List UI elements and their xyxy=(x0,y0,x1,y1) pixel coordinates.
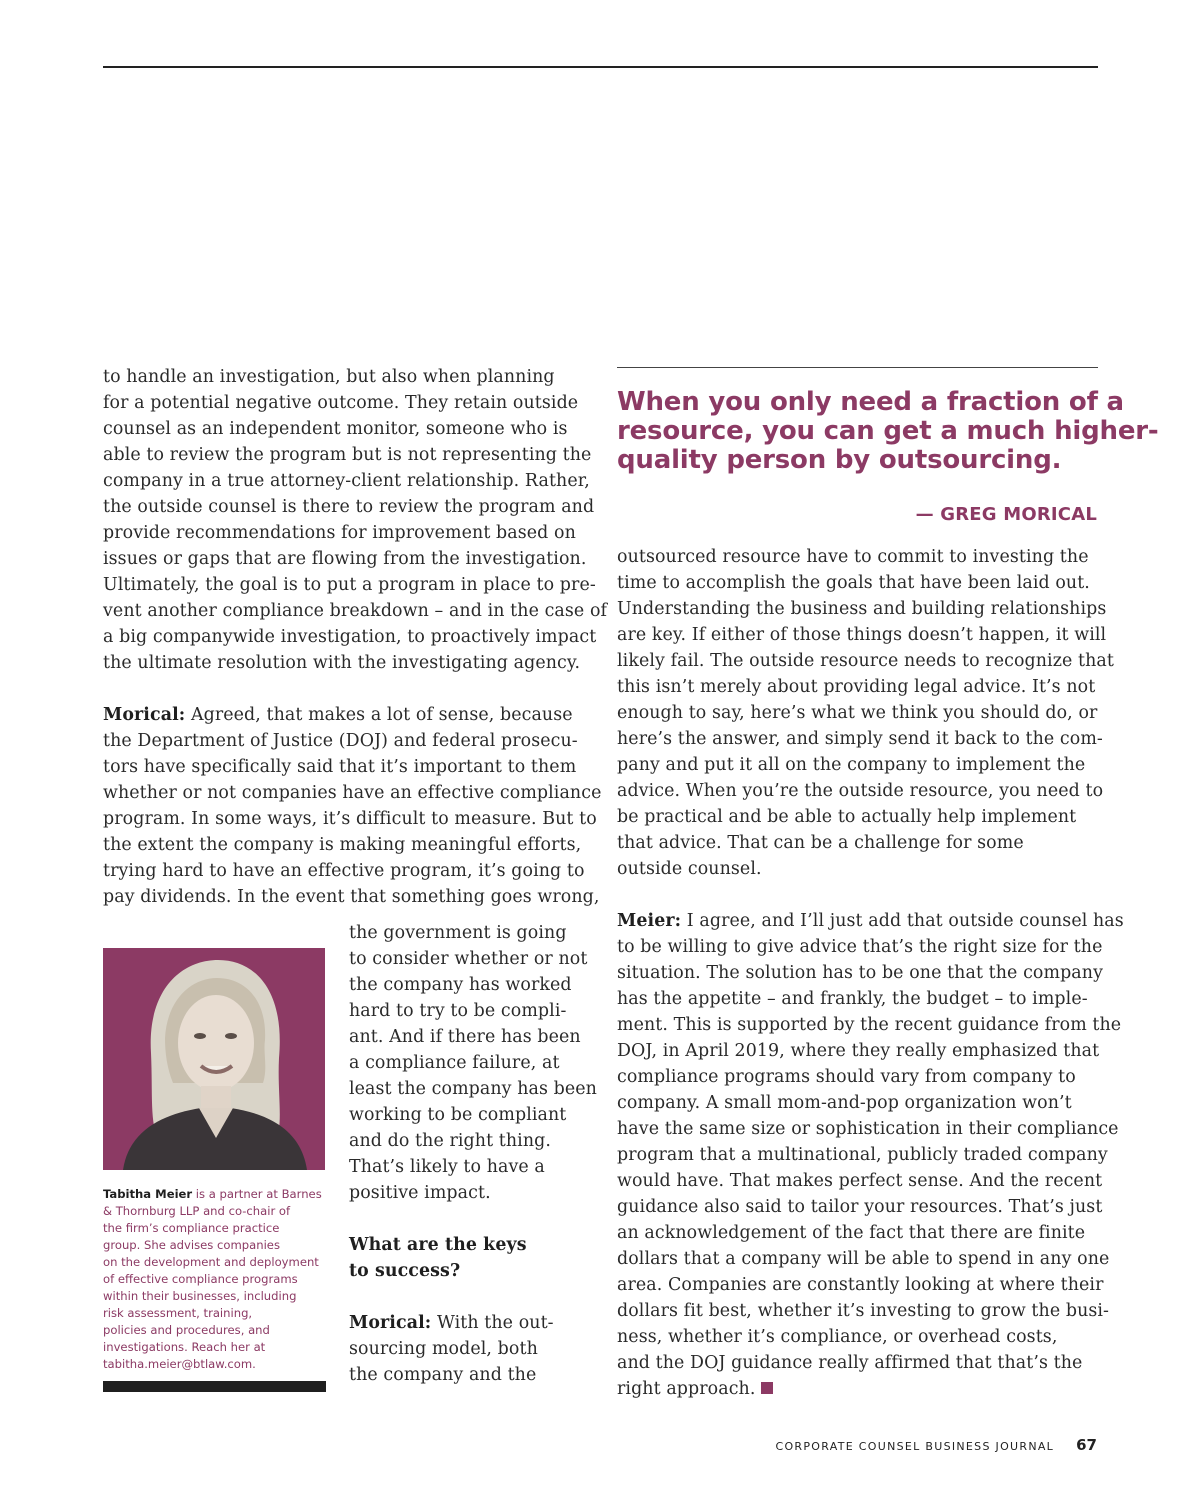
line-text: the company has worked xyxy=(349,975,572,995)
text-line xyxy=(103,858,593,884)
line-text: to be willing to give advice that’s the right size for the xyxy=(617,937,1103,957)
line-text: would have. That makes perfect sense. And the recent xyxy=(617,1171,1103,1191)
text-line xyxy=(103,468,593,494)
line-text: hard to try to be compli- xyxy=(349,1001,567,1021)
text-line xyxy=(103,728,593,754)
text-line xyxy=(617,1090,1107,1116)
line-text: the extent the company is making meaningful efforts, xyxy=(103,835,582,855)
line-text: time to accomplish the goals that have been laid out. xyxy=(617,573,1090,593)
line-text: have the same size or sophistication in their compliance xyxy=(617,1119,1119,1139)
line-text: outside counsel. xyxy=(617,859,762,879)
bio-line: group. She advises companies xyxy=(103,1238,280,1252)
text-line xyxy=(103,650,593,676)
paragraph-gap xyxy=(103,676,593,702)
line-text: issues or gaps that are flowing from the investigation. xyxy=(103,549,587,569)
bio-line: the firm’s compliance practice xyxy=(103,1221,280,1235)
line-text: provide recommendations for improvement based on xyxy=(103,523,576,543)
line-text: the company and the xyxy=(349,1365,537,1385)
text-line xyxy=(617,804,1107,830)
text-line xyxy=(349,1180,589,1206)
section-heading: What are the keys xyxy=(349,1235,527,1255)
text-line xyxy=(617,1272,1107,1298)
text-line xyxy=(617,674,1107,700)
line-text: right approach. xyxy=(617,1379,756,1399)
page-footer xyxy=(775,1435,1097,1454)
left-column xyxy=(103,364,608,910)
text-line xyxy=(617,960,1107,986)
text-line xyxy=(349,1024,589,1050)
text-line xyxy=(349,1102,589,1128)
pull-quote-line: resource, you can get a much higher- xyxy=(617,416,1159,446)
text-line xyxy=(103,806,597,832)
line-text: vent another compliance breakdown – and in the case of xyxy=(103,601,608,621)
line-text: Ultimately, the goal is to put a program in place to pre- xyxy=(103,575,596,595)
portrait-photo xyxy=(103,948,325,1170)
text-line xyxy=(349,920,589,946)
line-text: enough to say, here’s what we think you should do, or xyxy=(617,703,1098,723)
line-text: dollars that a company will be able to spend in any one xyxy=(617,1249,1110,1269)
section-heading: to success? xyxy=(349,1261,461,1281)
speaker-name: Morical: xyxy=(103,705,186,725)
line-text: I agree, and I’ll just add that outside counsel has xyxy=(681,911,1124,931)
text-line xyxy=(349,1076,597,1102)
line-text: Agreed, that makes a lot of sense, because xyxy=(185,705,573,725)
text-line xyxy=(617,1246,1110,1272)
text-line xyxy=(103,364,593,390)
line-text: trying hard to have an effective program, it’s going to xyxy=(103,861,585,881)
text-line xyxy=(617,1220,1107,1246)
text-line xyxy=(617,648,1114,674)
line-text: counsel as an independent monitor, someone who is xyxy=(103,419,568,439)
paragraph-gap xyxy=(349,1206,589,1232)
line-text: this isn’t merely about providing legal advice. It’s not xyxy=(617,677,1096,697)
line-text: pany and put it all on the company to implement the xyxy=(617,755,1086,775)
text-line xyxy=(617,752,1107,778)
line-text: situation. The solution has to be one that the company xyxy=(617,963,1104,983)
text-line xyxy=(103,390,593,416)
line-text: least the company has been xyxy=(349,1079,597,1099)
text-line xyxy=(103,624,597,650)
text-line xyxy=(617,934,1107,960)
text-line xyxy=(617,1324,1107,1350)
line-text: outsourced resource have to commit to investing the xyxy=(617,547,1089,567)
text-line xyxy=(617,1038,1107,1064)
text-line xyxy=(617,1142,1107,1168)
text-line xyxy=(349,1362,589,1388)
line-text: whether or not companies have an effective compliance xyxy=(103,783,602,803)
text-line xyxy=(617,1116,1119,1142)
line-text: are key. If either of those things doesn’t happen, it will xyxy=(617,625,1107,645)
text-line xyxy=(617,830,1107,856)
line-text: That’s likely to have a xyxy=(349,1157,545,1177)
bio-line: & Thornburg LLP and co-chair of xyxy=(103,1204,291,1218)
text-line xyxy=(103,572,596,598)
line-text: able to review the program but is not representing the xyxy=(103,445,592,465)
line-text: dollars fit best, whether it’s investing to grow the busi- xyxy=(617,1301,1110,1321)
pull-quote-line: quality person by outsourcing. xyxy=(617,445,1062,475)
bio-email: tabitha.meier@btlaw.com. xyxy=(103,1357,256,1371)
text-line xyxy=(349,998,589,1024)
text-line xyxy=(349,1310,589,1336)
text-line xyxy=(617,1376,1107,1402)
line-text: compliance programs should vary from company to xyxy=(617,1067,1076,1087)
text-line xyxy=(103,520,593,546)
line-text: likely fail. The outside resource needs to recognize that xyxy=(617,651,1114,671)
pull-quote-attribution: — GREG MORICAL xyxy=(915,504,1097,525)
line-text: a compliance failure, at xyxy=(349,1053,560,1073)
line-text: ant. And if there has been xyxy=(349,1027,581,1047)
right-column xyxy=(617,544,1124,1402)
paragraph-gap xyxy=(349,1284,589,1310)
text-line xyxy=(617,1350,1107,1376)
text-line xyxy=(103,416,593,442)
text-line xyxy=(103,754,593,780)
line-text: pay dividends. In the event that something goes wrong, xyxy=(103,887,600,907)
text-line xyxy=(103,702,593,728)
paragraph-gap xyxy=(617,882,1107,908)
line-text: to handle an investigation, but also when planning xyxy=(103,367,555,387)
text-line xyxy=(349,946,589,972)
line-text: for a potential negative outcome. They retain outside xyxy=(103,393,579,413)
text-line xyxy=(103,442,593,468)
line-text: sourcing model, both xyxy=(349,1339,538,1359)
page-number: 67 xyxy=(1076,1436,1097,1454)
line-text: DOJ, in April 2019, where they really emphasized that xyxy=(617,1041,1100,1061)
line-text: program that a multinational, publicly traded company xyxy=(617,1145,1108,1165)
pull-quote-rule xyxy=(617,367,1098,368)
text-line xyxy=(617,622,1107,648)
text-line xyxy=(617,1012,1122,1038)
text-line xyxy=(617,1064,1107,1090)
line-text: ment. This is supported by the recent guidance from the xyxy=(617,1015,1122,1035)
text-line xyxy=(617,856,1107,882)
text-line xyxy=(349,1154,589,1180)
line-text: advice. When you’re the outside resource, you need to xyxy=(617,781,1104,801)
text-line xyxy=(617,700,1107,726)
line-text: and the DOJ guidance really affirmed that that’s the xyxy=(617,1353,1083,1373)
line-text: has the appetite – and frankly, the budget – to imple- xyxy=(617,989,1088,1009)
text-line xyxy=(103,546,593,572)
line-text: the outside counsel is there to review the program and xyxy=(103,497,595,517)
middle-column xyxy=(349,920,597,1388)
line-text: be practical and be able to actually help implement xyxy=(617,807,1077,827)
bio-line: within their businesses, including xyxy=(103,1289,297,1303)
text-line xyxy=(617,570,1107,596)
line-text: the Department of Justice (DOJ) and federal prosecu- xyxy=(103,731,578,751)
text-line xyxy=(617,726,1107,752)
end-of-article-mark xyxy=(761,1382,773,1394)
bio-line: of effective compliance programs xyxy=(103,1272,298,1286)
text-line xyxy=(103,884,600,910)
line-text: With the out- xyxy=(431,1313,554,1333)
bio-line: policies and procedures, and xyxy=(103,1323,270,1337)
text-line xyxy=(349,1128,589,1154)
line-text: the ultimate resolution with the investigating agency. xyxy=(103,653,581,673)
pull-quote xyxy=(617,387,1159,475)
line-text: company. A small mom-and-pop organization won’t xyxy=(617,1093,1072,1113)
bio-first-line: Tabitha Meier is a partner at Barnes xyxy=(103,1187,322,1201)
top-rule xyxy=(103,66,1098,68)
line-text: here’s the answer, and simply send it back to the com- xyxy=(617,729,1103,749)
line-text: to consider whether or not xyxy=(349,949,588,969)
text-line xyxy=(617,1168,1107,1194)
bio-line: risk assessment, training, xyxy=(103,1306,253,1320)
line-text: working to be compliant xyxy=(349,1105,567,1125)
line-text: ness, whether it’s compliance, or overhead costs, xyxy=(617,1327,1058,1347)
portrait-illustration xyxy=(103,948,325,1170)
text-line xyxy=(349,1336,589,1362)
text-line xyxy=(617,1298,1110,1324)
text-line xyxy=(349,972,589,998)
text-line xyxy=(349,1050,589,1076)
text-line xyxy=(103,780,602,806)
bio-line: investigations. Reach her at xyxy=(103,1340,266,1354)
text-line xyxy=(617,544,1107,570)
bio-name: Tabitha Meier xyxy=(103,1187,193,1201)
line-text: and do the right thing. xyxy=(349,1131,552,1151)
text-line xyxy=(103,832,593,858)
line-text: guidance also said to tailor your resources. That’s just xyxy=(617,1197,1103,1217)
text-line xyxy=(617,1194,1107,1220)
text-line xyxy=(617,986,1107,1012)
line-text: tors have specifically said that it’s important to them xyxy=(103,757,577,777)
line-text: that advice. That can be a challenge for some xyxy=(617,833,1024,853)
text-line xyxy=(103,494,593,520)
text-line xyxy=(617,596,1107,622)
line-text: positive impact. xyxy=(349,1183,491,1203)
speaker-name: Meier: xyxy=(617,911,682,931)
line-text: program. In some ways, it’s difficult to measure. But to xyxy=(103,809,597,829)
pull-quote-line: When you only need a fraction of a xyxy=(617,387,1124,417)
line-text: company in a true attorney-client relationship. Rather, xyxy=(103,471,590,491)
text-line xyxy=(103,598,608,624)
journal-title: CORPORATE COUNSEL BUSINESS JOURNAL xyxy=(775,1440,1055,1453)
line-text: an acknowledgement of the fact that there are finite xyxy=(617,1223,1086,1243)
line-text: area. Companies are constantly looking at where their xyxy=(617,1275,1104,1295)
speaker-name: Morical: xyxy=(349,1313,432,1333)
line-text: a big companywide investigation, to proactively impact xyxy=(103,627,597,647)
bio-divider-bar xyxy=(103,1381,326,1392)
text-line xyxy=(617,908,1124,934)
text-line xyxy=(617,778,1107,804)
line-text: the government is going xyxy=(349,923,567,943)
line-text: Understanding the business and building relationships xyxy=(617,599,1107,619)
author-bio xyxy=(103,1186,333,1373)
bio-line: on the development and deployment xyxy=(103,1255,319,1269)
